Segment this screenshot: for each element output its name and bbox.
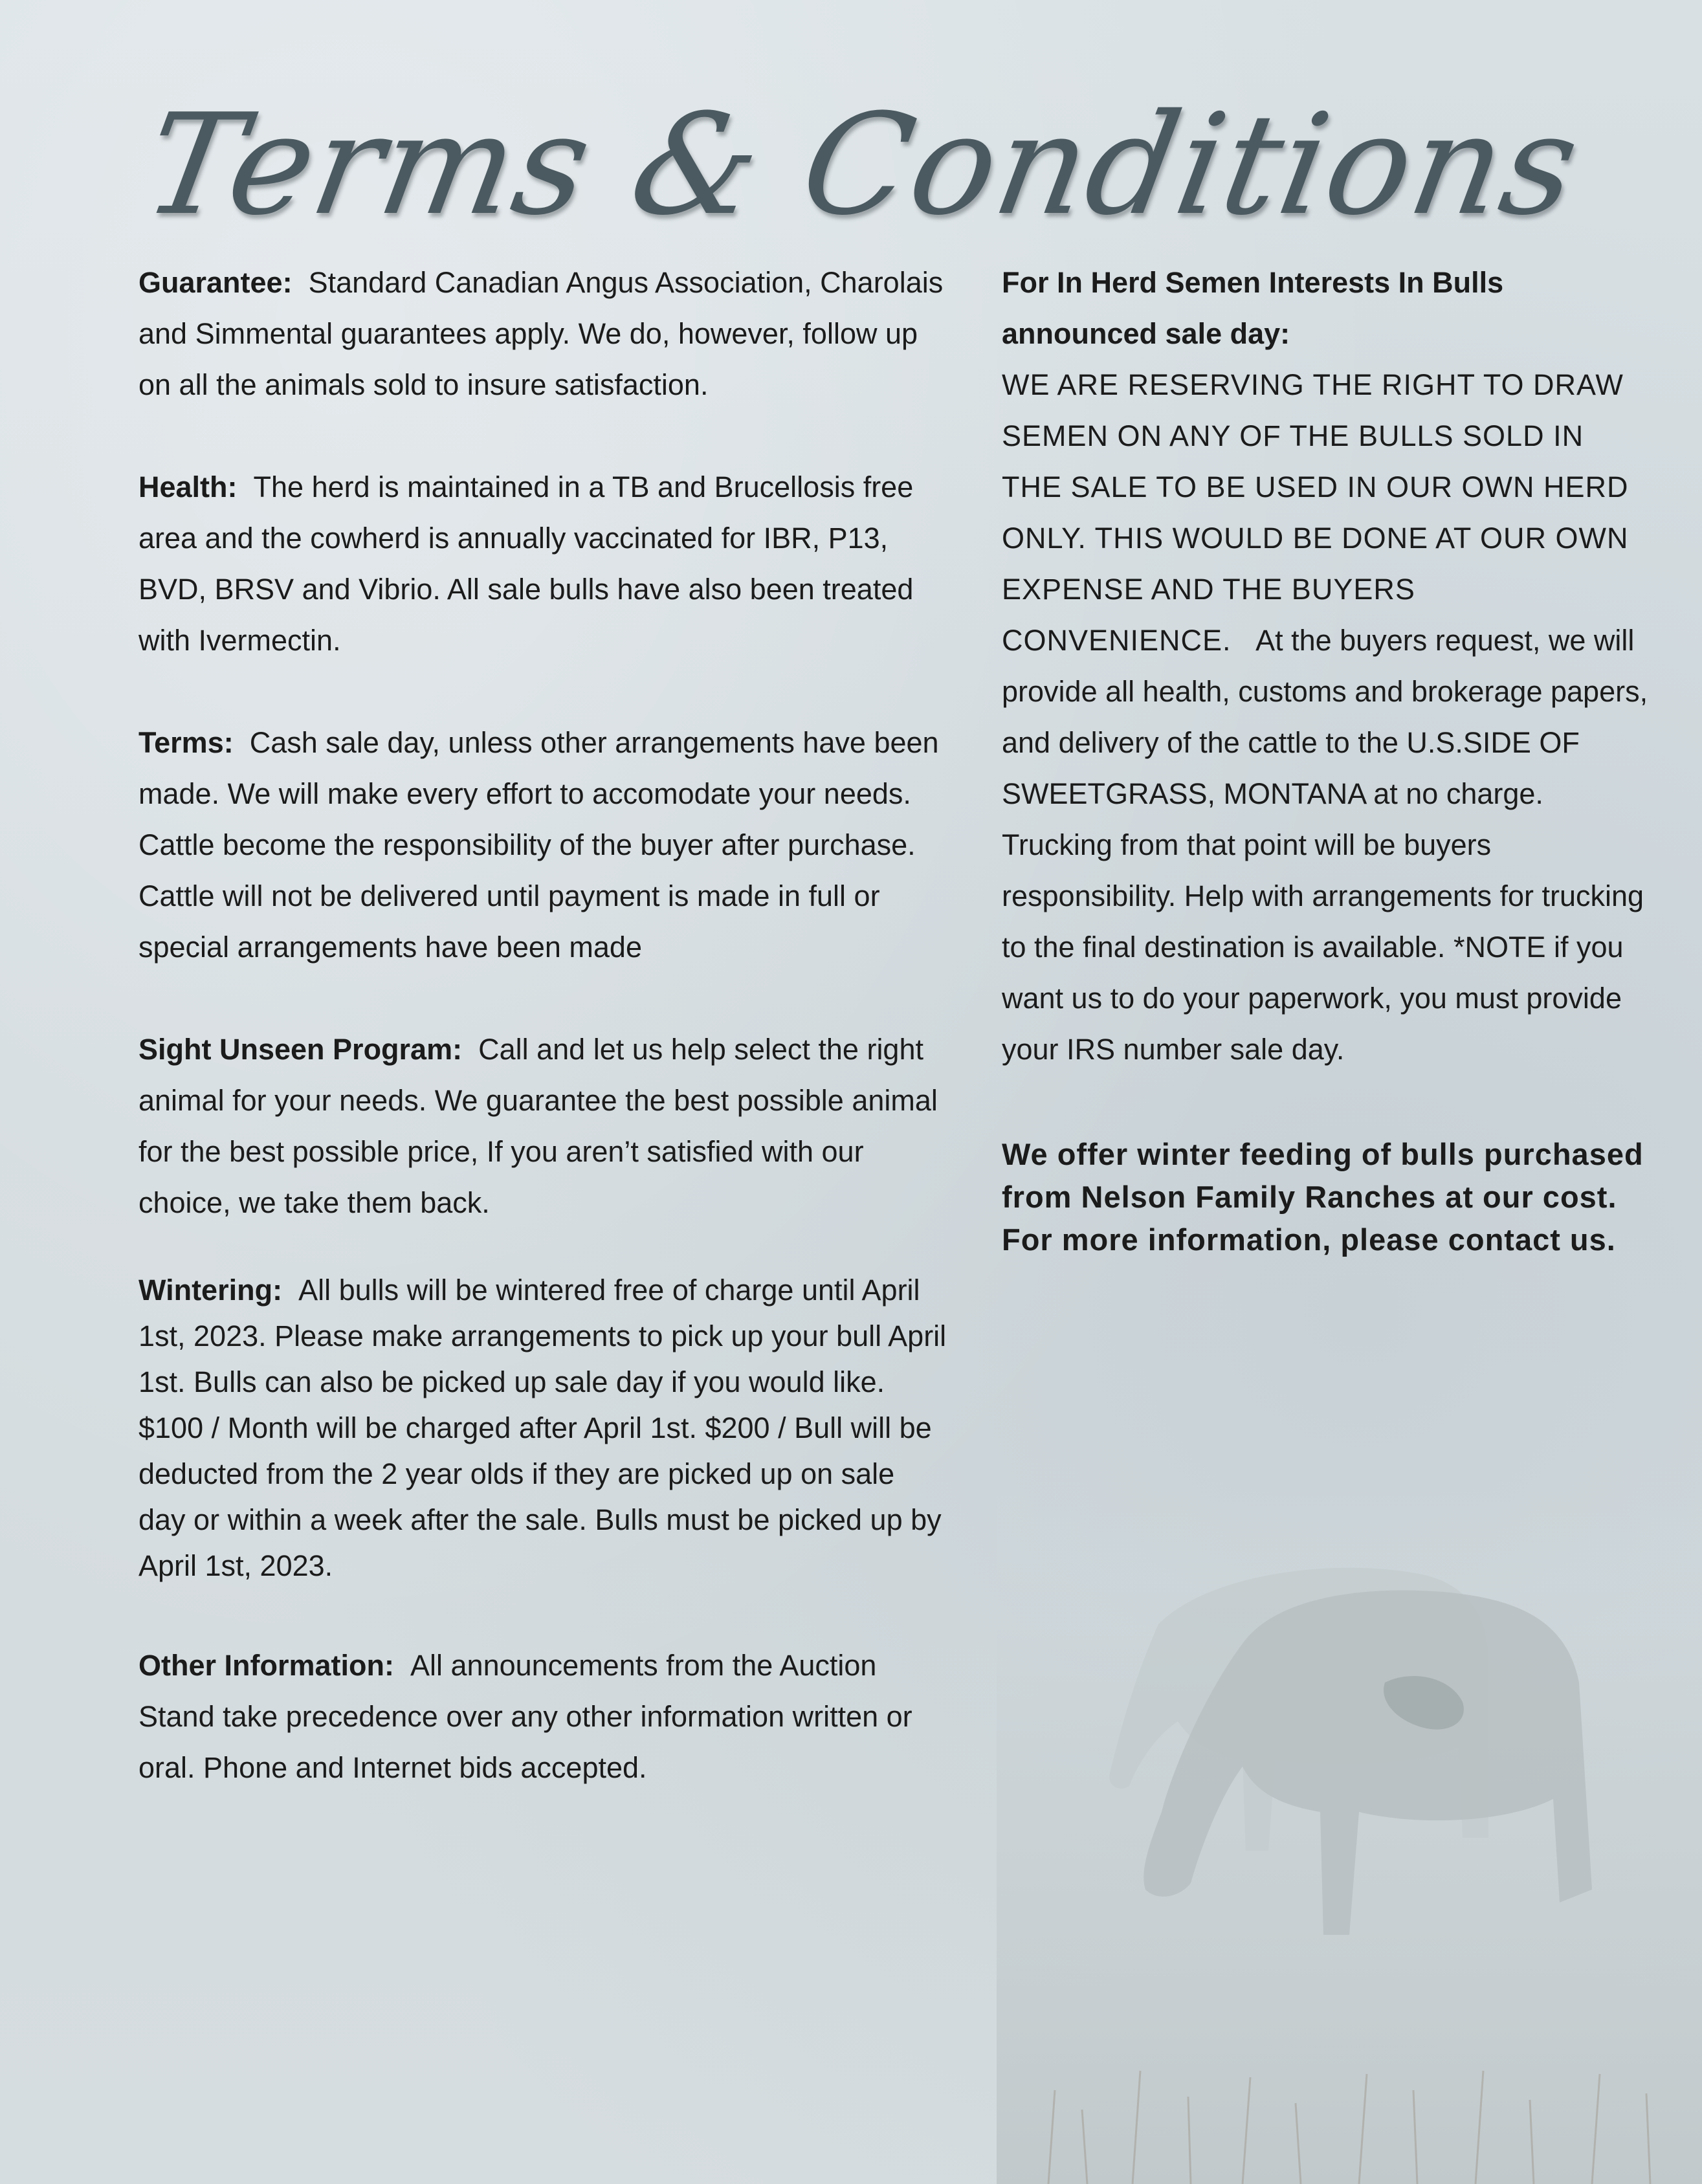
wintering-label: Wintering: bbox=[138, 1274, 283, 1307]
right-column bbox=[1002, 257, 1649, 1261]
sight-unseen-label: Sight Unseen Program: bbox=[138, 1033, 463, 1066]
health-text: The herd is maintained in a TB and Brucellosis free area and the cowherd is annually vaccinated for IBR, P13, BVD, BRSV and Vibrio. All sale bulls have also been treated with Ivermectin. bbox=[138, 470, 914, 657]
guarantee-text: Standard Canadian Angus Association, Charolais and Simmental guarantees apply. We do, however, follow up on all the animals sold to insure satisfaction. bbox=[138, 266, 944, 401]
other-information-text: All announcements from the Auction Stand take precedence over any other information written or oral. Phone and Internet bids accepted. bbox=[138, 1649, 912, 1784]
sight-unseen-text: Call and let us help select the right animal for your needs. We guarantee the best possible animal for the best possible price, If you aren’t satisfied with our choice, we take them back. bbox=[138, 1033, 938, 1219]
terms-label: Terms: bbox=[138, 726, 234, 759]
guarantee-label: Guarantee: bbox=[138, 266, 293, 299]
health-section bbox=[138, 461, 947, 666]
semen-section bbox=[1002, 257, 1649, 1075]
wintering-section bbox=[138, 1267, 947, 1589]
left-column bbox=[138, 257, 947, 1793]
health-label: Health: bbox=[138, 470, 238, 503]
sight-unseen-section bbox=[138, 1024, 947, 1228]
terms-section bbox=[138, 717, 947, 973]
wintering-text: All bulls will be wintered free of charge until April 1st, 2023. Please make arrangements to pick up your bull April 1st. Bulls can also be picked up sale day if you would like. $100 / Month will be charged after April 1st. $200 / Bull will be deducted from the 2 year olds if they are picked up on sale day or within a week after the sale. Bulls must be picked up by April 1st, 2023. bbox=[138, 1274, 947, 1582]
semen-reservation-text: WE ARE RESERVING THE RIGHT TO DRAW SEMEN ON ANY OF THE BULLS SOLD IN THE SALE TO BE USED IN OUR OWN HERD ONLY. THIS WOULD BE DONE AT OUR OWN EXPENSE AND THE BUYERS CONVENIENCE. bbox=[1002, 368, 1629, 657]
guarantee-section bbox=[138, 257, 947, 410]
other-information-label: Other Information: bbox=[138, 1649, 394, 1682]
semen-heading: For In Herd Semen Interests In Bulls announced sale day: bbox=[1002, 266, 1504, 350]
other-information-section bbox=[138, 1640, 947, 1793]
winter-feeding-notice: We offer winter feeding of bulls purchased from Nelson Family Ranches at our cost. For more information, please contact us. bbox=[1002, 1137, 1644, 1257]
grazing-cattle-background-image bbox=[997, 1488, 1702, 2184]
page-title: Terms & Conditions bbox=[133, 83, 1591, 246]
terms-text: Cash sale day, unless other arrangements have been made. We will make every effort to accomodate your needs. Cattle become the responsibility of the buyer after purchase. Cattle will not be delivered until payment is made in full or special arrangements have been made bbox=[138, 726, 939, 964]
semen-delivery-text: At the buyers request, we will provide all health, customs and brokerage papers, and delivery of the cattle to the U.S.SIDE OF SWEETGRASS, MONTANA at no charge. Trucking from that point will be buyers responsibility. Help with arrangements for trucking to the final destination is available. *NOTE if you want us to do your paperwork, you must provide your IRS number sale day. bbox=[1002, 624, 1648, 1066]
